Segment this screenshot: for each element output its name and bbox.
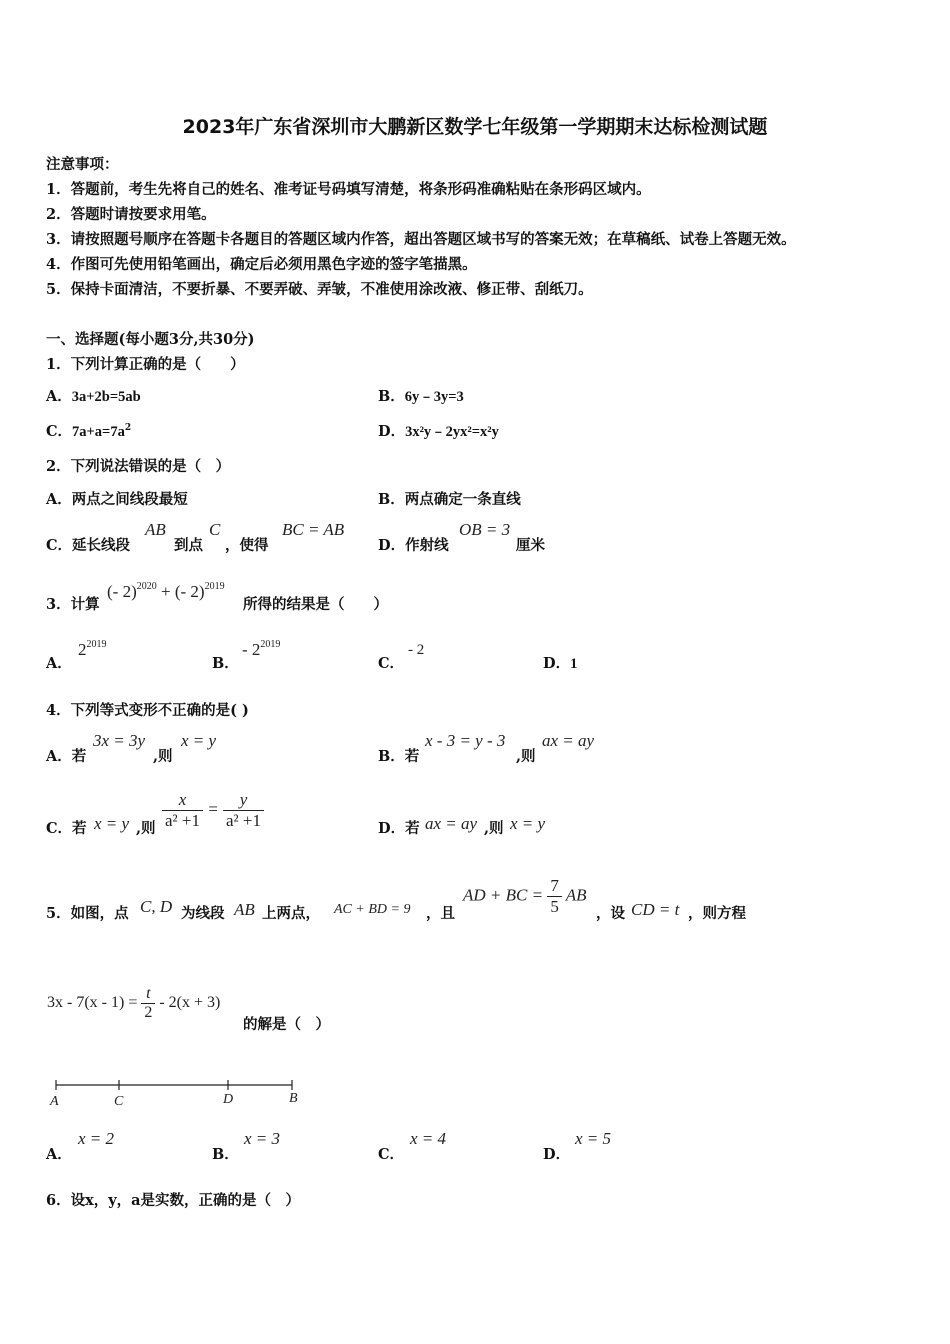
q3-expression: (- 2)$^{2020}$ + (- 2)$^{2019}$ <box>107 581 225 601</box>
q2-c-text: ，使得 <box>225 537 269 554</box>
q3-stem-tail: 所得的结果是（ ） <box>243 596 388 613</box>
q4-option-c: C．若 <box>46 820 87 837</box>
q1-option-a: A．3a+2b=5ab <box>46 388 141 405</box>
q5-math: AC + BD = 9 <box>334 902 411 917</box>
q5-math: C, D <box>140 897 173 916</box>
q2-c-math: BC = AB <box>282 520 345 539</box>
q1-b-expr: 6y﹣3y=3 <box>404 389 464 405</box>
q1-c-expr: 7a+a=7a <box>72 424 125 440</box>
q5-option-d: D． <box>543 1146 571 1163</box>
q4-d-math: x = y <box>510 814 546 833</box>
q2-c-math: C <box>209 520 221 539</box>
q4-b-text: ,则 <box>516 748 536 765</box>
q5-option-b: B． <box>212 1146 239 1163</box>
notice-item: 3．请按照题号顺序在答题卡各题目的答题区域内作答，超出答题区域书写的答案无效；在草稿纸、试卷上答题无效。 <box>46 231 796 248</box>
q3-stem: 3．计算 <box>46 596 100 613</box>
q5-text: 的解是（ ） <box>243 1016 330 1033</box>
q3-a-math: $2^{2019}$ <box>78 639 107 659</box>
q5-text: 上两点， <box>262 905 320 922</box>
q5-stem: 5．如图，点 <box>46 905 129 922</box>
q4-b-math: ax = ay <box>542 731 595 750</box>
notice-item: 1．答题前，考生先将自己的姓名、准考证号码填写清楚，将条形码准确粘贴在条形码区域内。 <box>46 181 651 198</box>
q5-text: ，则方程 <box>688 905 746 922</box>
q5-text: ，且 <box>426 905 455 922</box>
q1-stem: 1．下列计算正确的是（ ） <box>46 356 245 373</box>
q2-stem: 2．下列说法错误的是（ ） <box>46 458 231 475</box>
notice-item: 2．答题时请按要求用笔。 <box>46 206 216 223</box>
point-label-d: D <box>223 1092 234 1107</box>
q4-a-text: ,则 <box>153 748 173 765</box>
q4-option-d: D．若 <box>378 820 420 837</box>
q5-ratio-math: AD + BC = $\frac{7}{5}$ AB <box>463 876 587 916</box>
q5-text: 为线段 <box>181 905 225 922</box>
q4-c-fractions: $\frac{x}{\text{a² +1}}$ = $\frac{y}{\text{a² +1}}$ <box>162 790 264 831</box>
q4-b-math: x - 3 = y - 3 <box>425 731 506 750</box>
q2-c-text: 到点 <box>174 537 203 554</box>
page-title: 2023年广东省深圳市大鹏新区数学七年级第一学期期末达标检测试题 <box>182 116 768 138</box>
q5-c-math: x = 4 <box>410 1129 447 1148</box>
q5-option-a: A． <box>46 1146 72 1163</box>
q2-c-math: AB <box>145 520 166 539</box>
q3-option-a: A． <box>46 655 72 672</box>
q2-d-math: OB = 3 <box>459 520 511 539</box>
q5-number-line-figure <box>44 1075 314 1111</box>
q2-option-a: A．两点之间线段最短 <box>46 491 188 508</box>
q4-stem: 4．下列等式变形不正确的是( ) <box>46 702 249 719</box>
q4-d-math: ax = ay <box>425 814 478 833</box>
q5-a-math: x = 2 <box>78 1129 115 1148</box>
q3-c-math: - 2 <box>408 642 425 658</box>
q3-option-d: D．1 <box>543 655 578 672</box>
q4-option-b: B．若 <box>378 748 420 765</box>
q4-a-math: x = y <box>181 731 217 750</box>
notice-heading: 注意事项： <box>46 156 119 173</box>
point-label-a: A <box>50 1094 59 1109</box>
q3-option-c: C． <box>378 655 405 672</box>
q1-option-d: D．3x²y﹣2yx²=x²y <box>378 423 499 440</box>
q5-b-math: x = 3 <box>244 1129 281 1148</box>
q5-math: CD = t <box>631 900 680 919</box>
q1-option-c: C．$7a+a=7a^2$ <box>46 423 132 440</box>
q2-option-c: C．延长线段 <box>46 537 131 554</box>
notice-item: 4．作图可先使用铅笔画出，确定后必须用黑色字迹的签字笔描黑。 <box>46 256 477 273</box>
q3-b-math: - $2^{2019}$ <box>242 639 281 659</box>
q4-option-a: A．若 <box>46 748 87 765</box>
section-heading: 一、选择题(每小题3分,共30分) <box>46 331 255 348</box>
q4-c-math: x = y <box>94 814 130 833</box>
q6-stem: 6．设x，y，a是实数，正确的是（ ） <box>46 1192 301 1209</box>
notice-item: 5．保持卡面清洁，不要折暴、不要弄破、弄皱，不准使用涂改液、修正带、刮纸刀。 <box>46 281 593 298</box>
q5-math: AB <box>234 900 255 919</box>
q5-equation: 3x - 7(x - 1) = $\frac{t}{2}$ - 2(x + 3) <box>47 985 221 1021</box>
q4-c-text: ,则 <box>136 820 156 837</box>
q4-a-math: 3x = 3y <box>93 731 146 750</box>
q5-text: ，设 <box>596 905 625 922</box>
q2-option-b: B．两点确定一条直线 <box>378 491 521 508</box>
q3-option-b: B． <box>212 655 239 672</box>
point-label-c: C <box>114 1094 124 1109</box>
q1-d-expr: 3x²y﹣2yx²=x²y <box>405 424 499 440</box>
q2-d-text: 厘米 <box>516 537 545 554</box>
q1-option-b: B．6y﹣3y=3 <box>378 388 464 405</box>
point-label-b: B <box>289 1091 298 1106</box>
q2-option-d: D．作射线 <box>378 537 449 554</box>
q4-d-text: ,则 <box>484 820 504 837</box>
q5-option-c: C． <box>378 1146 405 1163</box>
q1-a-expr: 3a+2b=5ab <box>71 389 141 405</box>
q5-d-math: x = 5 <box>575 1129 612 1148</box>
